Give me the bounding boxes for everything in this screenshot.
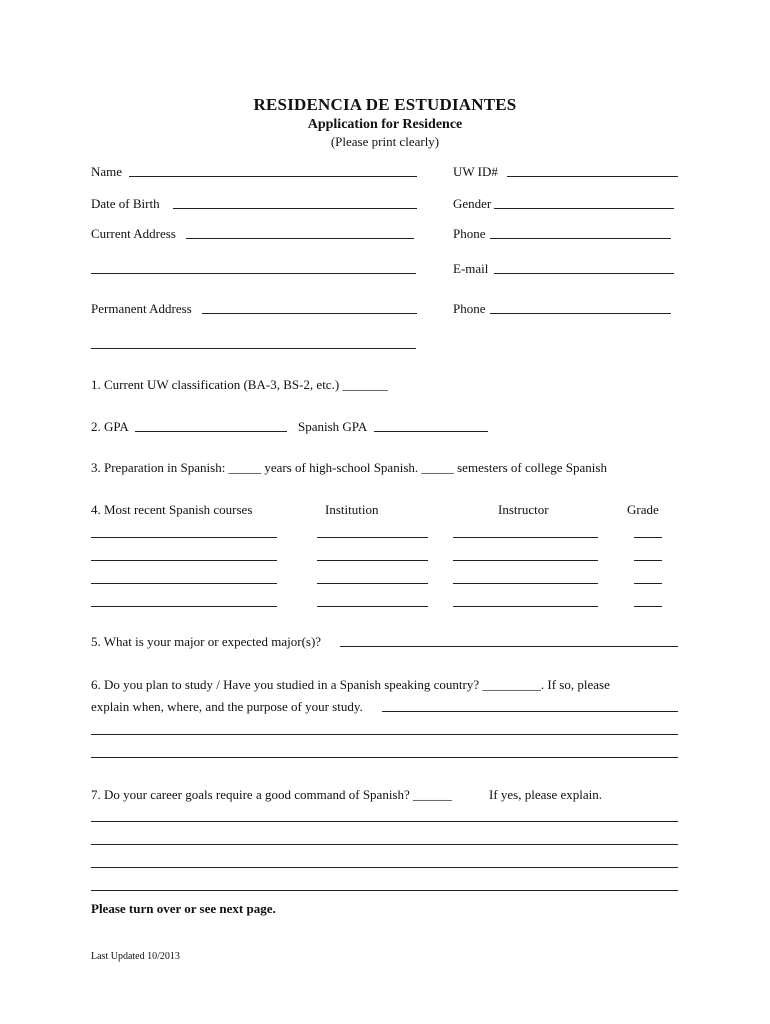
page-title: RESIDENCIA DE ESTUDIANTES	[253, 95, 517, 114]
major-field[interactable]	[340, 646, 678, 647]
permanent-address-field[interactable]	[202, 313, 417, 314]
current-address-line2-field[interactable]	[91, 273, 416, 274]
print-note: (Please print clearly)	[330, 134, 440, 149]
phone-field[interactable]	[490, 238, 671, 239]
permanent-address-line2-field[interactable]	[91, 348, 416, 349]
turn-over-note: Please turn over or see next page.	[91, 901, 276, 916]
uw-id-label: UW ID#	[453, 164, 498, 179]
current-address-label: Current Address	[91, 226, 176, 241]
career-goals-line3[interactable]	[91, 867, 678, 868]
question-1: 1. Current UW classification (BA-3, BS-2, etc.) _______	[91, 377, 388, 392]
spanish-gpa-field[interactable]	[374, 431, 488, 432]
course-field[interactable]	[91, 583, 277, 584]
career-goals-line1[interactable]	[91, 821, 678, 822]
institution-field[interactable]	[317, 583, 428, 584]
institution-field[interactable]	[317, 537, 428, 538]
question-5: 5. What is your major or expected major(s)?	[91, 634, 322, 649]
question-7-explain: If yes, please explain.	[489, 787, 602, 802]
grade-field[interactable]	[634, 560, 662, 561]
study-abroad-line2[interactable]	[91, 734, 678, 735]
grade-field[interactable]	[634, 583, 662, 584]
institution-field[interactable]	[317, 606, 428, 607]
career-goals-line2[interactable]	[91, 844, 678, 845]
instructor-field[interactable]	[453, 560, 598, 561]
question-3: 3. Preparation in Spanish: _____ years of high-school Spanish. _____ semesters of college Spanish	[91, 460, 607, 475]
gender-field[interactable]	[494, 208, 674, 209]
question-7: 7. Do your career goals require a good command of Spanish? ______	[91, 787, 453, 802]
gpa-field[interactable]	[135, 431, 287, 432]
institution-header: Institution	[325, 502, 379, 517]
instructor-field[interactable]	[453, 606, 598, 607]
uw-id-field[interactable]	[507, 176, 678, 177]
gender-label: Gender	[453, 196, 492, 211]
instructor-header: Instructor	[498, 502, 549, 517]
course-field[interactable]	[91, 537, 277, 538]
study-abroad-line3[interactable]	[91, 757, 678, 758]
name-label: Name	[91, 164, 123, 179]
dob-label: Date of Birth	[91, 196, 160, 211]
page-subtitle: Application for Residence	[307, 117, 463, 132]
grade-field[interactable]	[634, 537, 662, 538]
name-field[interactable]	[129, 176, 417, 177]
permanent-address-label: Permanent Address	[91, 301, 192, 316]
phone-label: Phone	[453, 226, 486, 241]
spanish-gpa-label: Spanish GPA	[298, 419, 368, 434]
email-label: E-mail	[453, 261, 489, 276]
institution-field[interactable]	[317, 560, 428, 561]
grade-field[interactable]	[634, 606, 662, 607]
study-abroad-field[interactable]	[382, 711, 678, 712]
question-6-line2: explain when, where, and the purpose of your study.	[91, 699, 363, 714]
phone2-field[interactable]	[490, 313, 671, 314]
course-field[interactable]	[91, 606, 277, 607]
instructor-field[interactable]	[453, 537, 598, 538]
email-field[interactable]	[494, 273, 674, 274]
phone2-label: Phone	[453, 301, 486, 316]
question-4: 4. Most recent Spanish courses	[91, 502, 253, 517]
gpa-label: 2. GPA	[91, 419, 129, 434]
current-address-field[interactable]	[186, 238, 414, 239]
last-updated: Last Updated 10/2013	[91, 951, 180, 962]
grade-header: Grade	[627, 502, 659, 517]
career-goals-line4[interactable]	[91, 890, 678, 891]
instructor-field[interactable]	[453, 583, 598, 584]
dob-field[interactable]	[173, 208, 417, 209]
course-field[interactable]	[91, 560, 277, 561]
question-6: 6. Do you plan to study / Have you studied in a Spanish speaking country? _________. If so, please	[91, 677, 610, 692]
